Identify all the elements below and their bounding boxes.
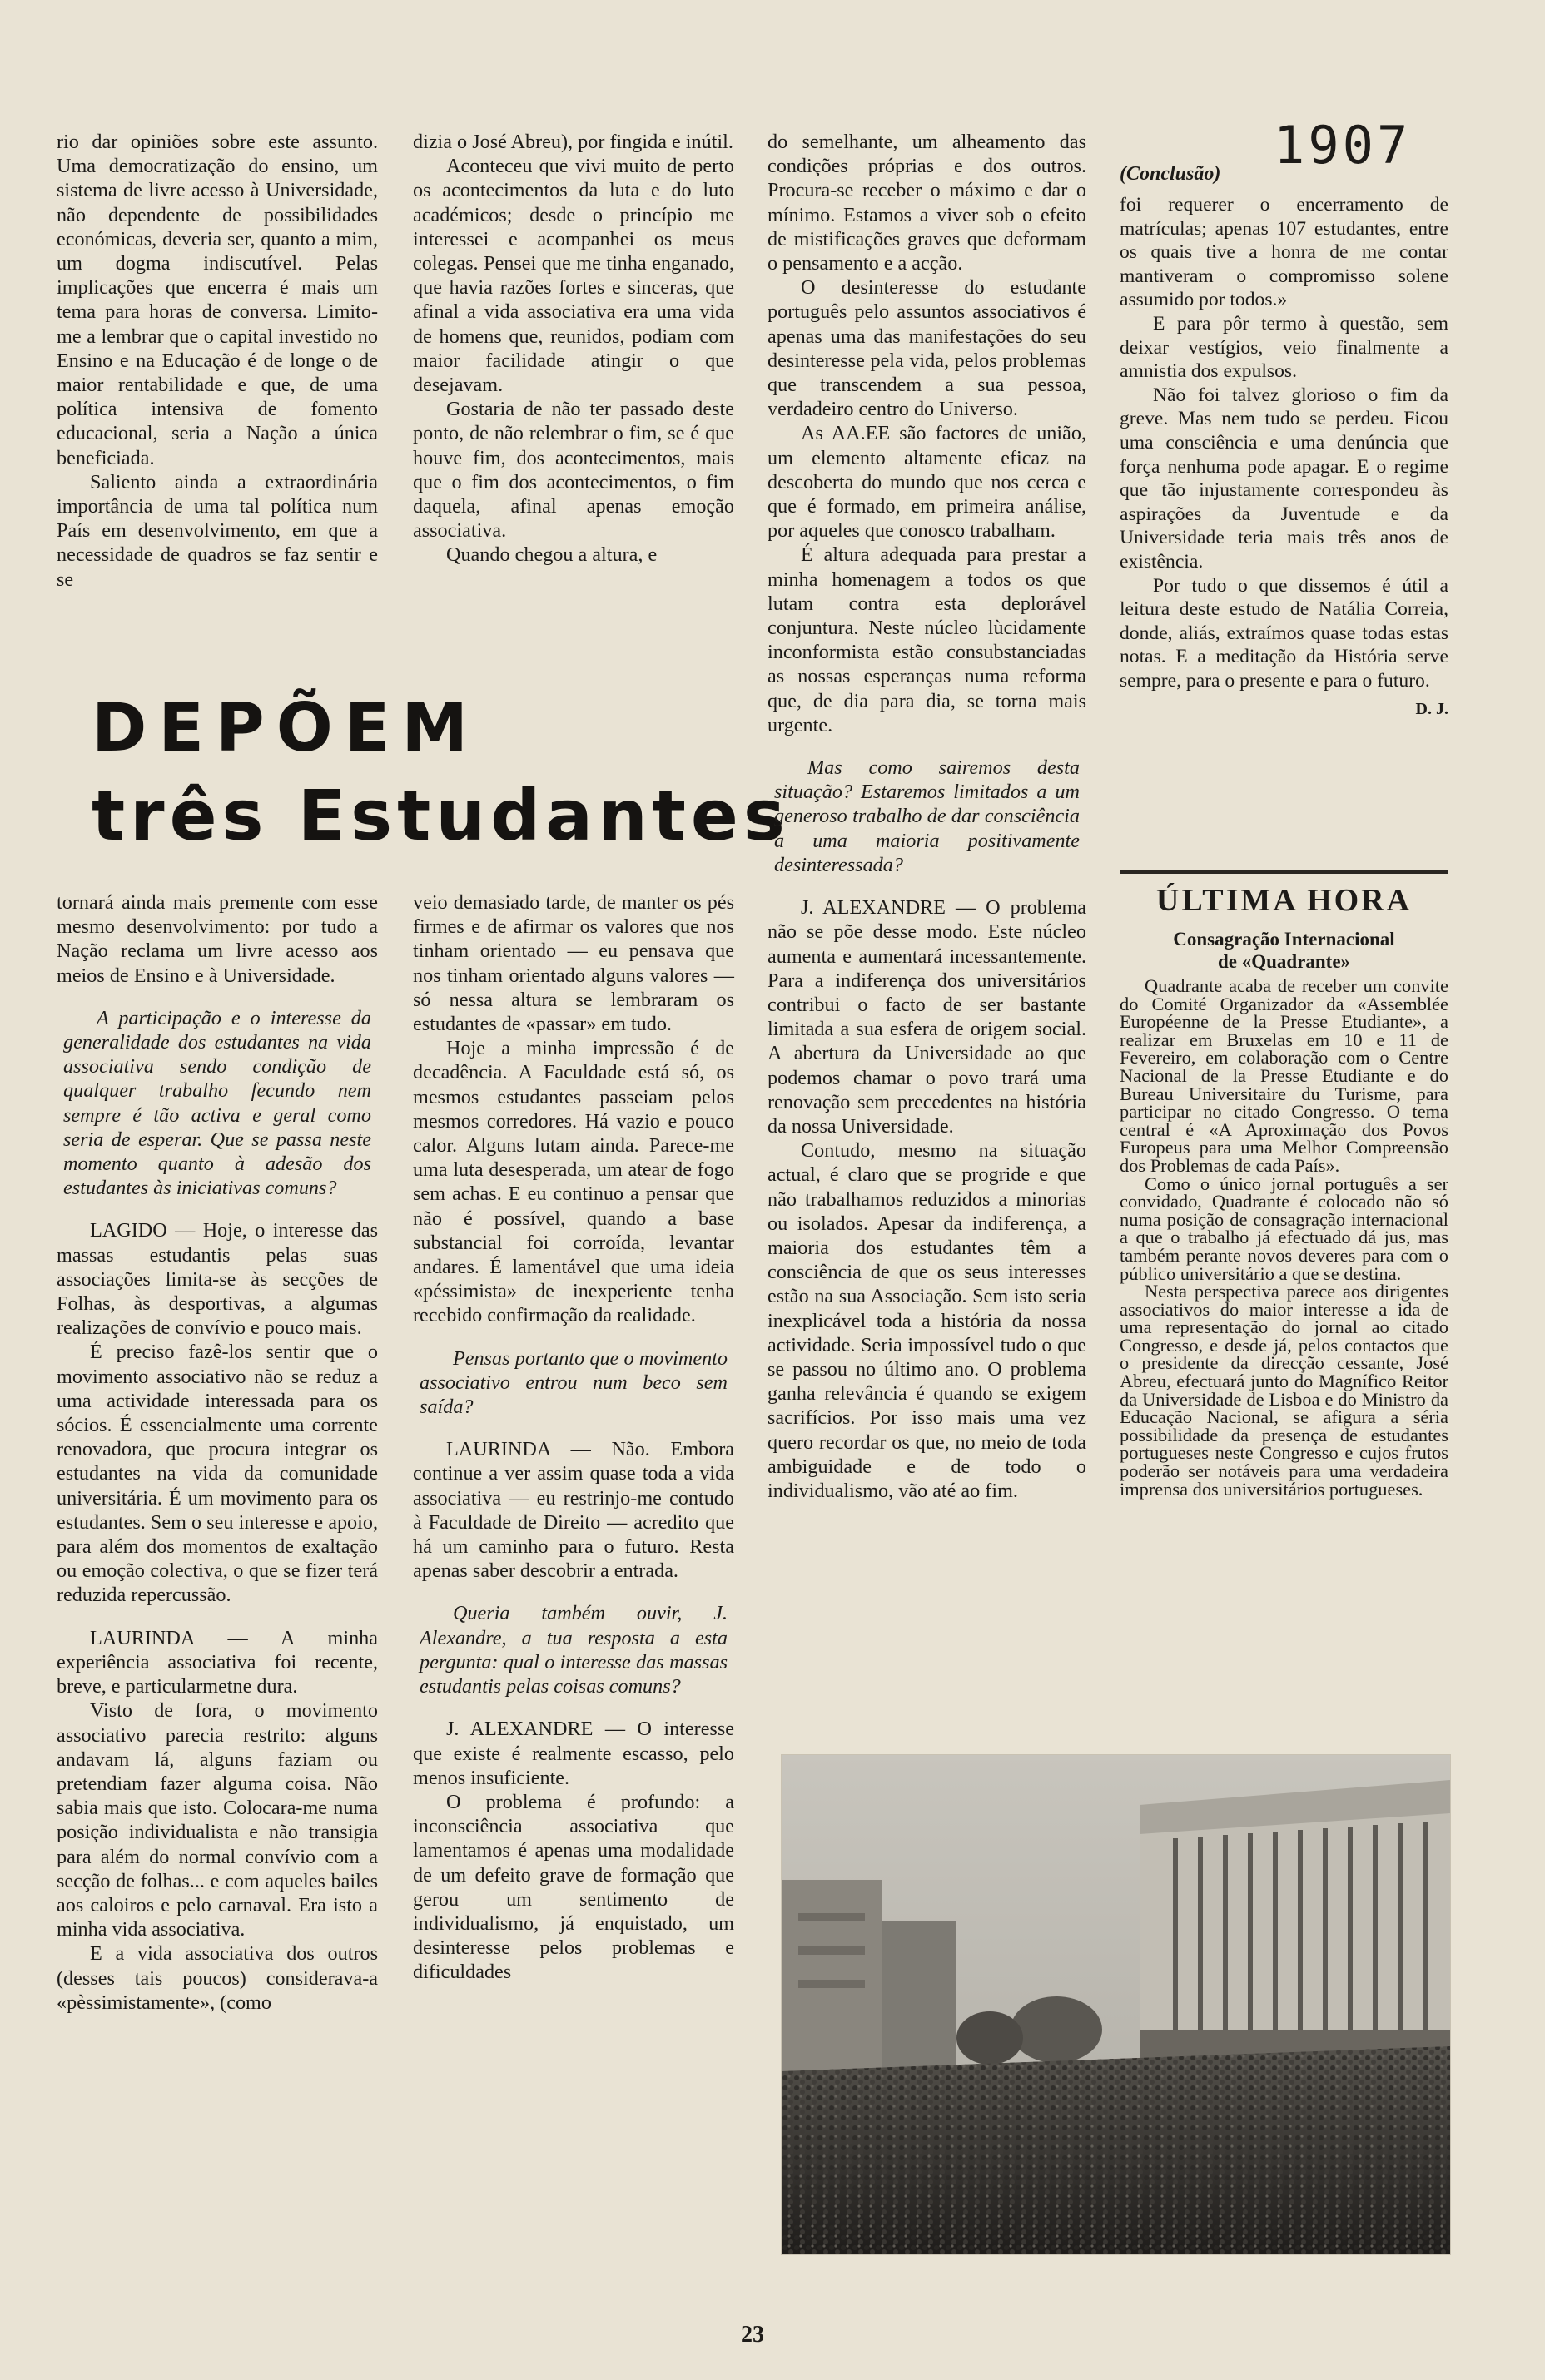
paragraph: Quando chegou a altura, e <box>446 543 658 567</box>
author-signature: D. J. <box>1415 700 1448 719</box>
paragraph: Visto de fora, o movimento associativo parecia restrito: alguns andavam lá, alguns faziam ou pretendiam fazer alguma coisa. Não sabia mais que isto. Colocara-me numa posição individualista e não transigia para além do normal convívio com a secção de folhas... e com aqueles bailes aos caloiros e pelo carnaval. Era isto a minha vida associativa. <box>57 1699 378 1941</box>
paragraph: Saliento ainda a extraordinária importância de uma tal política num País em desenvolvimento, em que a necessidade de quadros se faz sentir e se <box>57 470 378 591</box>
subtitle-line-1: Consagração Internacional <box>1173 929 1395 950</box>
paragraph: É preciso fazê-los sentir que o movimento associativo não se reduz a uma actividade interessada para os sócios. É essencialmente uma corrente renovadora, que procura integrar os estudantes na vida da comunidade universitária. É um movimento para os estudantes. Sem o seu interesse e apoio, para além dos momentos de exaltação ou emoção colectiva, o que se fizer terá reduzida repercussão. <box>57 1341 378 1607</box>
conclusion-label: (Conclusão) <box>1120 163 1221 185</box>
paragraph: LAGIDO — Hoje, o interesse das massas estudantis pelas suas associações limita-se às secções de Folhas, às desportivas, a algumas realizações de convívio e pouco mais. <box>57 1219 378 1340</box>
paragraph: Contudo, mesmo na situação actual, é claro que se progride e que não trabalhamos reduzidos a minorias ou isolados. Apesar da indiferença, a maioria dos estudantes têm a consciência de que os seus interesses estão na sua Associação. Sem isto seria inexplicável toda a história da nossa actividade. Seria impossível tudo o que se passou no último ano. O problema ganha relevância é quando se exigem sacrifícios. Por isso mais uma vez quero recordar os que, no meio de toda ambiguidade e de todo o individualismo, vão até ao fim. <box>768 1139 1086 1502</box>
paragraph: O desinteresse do estudante português pelo assuntos associativos é apenas uma das manifestações do seu desinteresse pela vida, pelos problemas que transcendem a sua pessoa, verdadeiro centro do Universo. <box>768 276 1086 421</box>
interviewer-question: Queria também ouvir, J. Alexandre, a tua resposta a esta pergunta: qual o interesse das massas estudantis pelas coisas comuns? <box>420 1602 728 1698</box>
headline-line-2: três Estudantes <box>92 775 790 856</box>
paragraph: LAURINDA — Não. Embora continue a ver assim quase toda a vida associativa — eu restrinjo-me contudo à Faculdade de Direito — acredito que há um caminho para o futuro. Resta apenas saber descobrir a entrada. <box>413 1438 734 1583</box>
article-column-2-top <box>413 130 734 568</box>
paragraph: J. ALEXANDRE — O interesse que existe é realmente escasso, pelo menos insuficiente. <box>413 1718 734 1789</box>
interviewer-question: A participação e o interesse da generalidade dos estudantes na vida associativa sendo condição de qualquer trabalho fecundo nem sempre é tão activa e geral como seria de esperar. Que se passa neste momento quanto à adesão dos estudantes às iniciativas comuns? <box>63 1006 371 1200</box>
paragraph: rio dar opiniões sobre este assunto. Uma democratização do ensino, um sistema de livre acesso à Universidade, não dependente de possibilidades económicas, deveria ser, quanto a mim, um dogma indiscutível. Pelas implicações que encerra é mais um tema para horas de conversa. Limito-me a lembrar que o capital investido no Ensino e na Educação é de longe o de maior rentabilidade e que, de uma política intensiva de fomento educacional, seria a Nação a única beneficiada. <box>57 131 378 469</box>
article-column-4 <box>1120 193 1448 721</box>
paragraph: Aconteceu que vivi muito de perto os acontecimentos da luta e do luto académicos; desde o princípio me interessei e acompanhei os meus colegas. Pensei que me tinha enganado, que havia razões fortes e sinceras, que afinal a vida associativa era uma vida de homens que, reunidos, podiam com maior facilidade atingir o que desejavam. <box>413 155 734 397</box>
ultima-hora-body <box>1120 977 1448 1498</box>
interviewer-question: Mas como sairemos desta situação? Estaremos limitados a um generoso trabalho de dar consciência a uma maioria positivamente desinteressada? <box>774 756 1080 876</box>
paragraph: dizia o José Abreu), por fingida e inútil. <box>413 131 733 153</box>
paragraph: LAURINDA — A minha experiência associativa foi recente, breve, e particularmetne dura. <box>57 1626 378 1698</box>
ultima-hora-subtitle <box>1120 928 1448 973</box>
crowd-photo-illustration <box>782 1755 1450 2254</box>
paragraph: Hoje a minha impressão é de decadência. A Faculdade está só, os mesmos estudantes passeiam pelos mesmos corredores. Há vazio e pouco calor. Alguns lutam ainda. Parece-me uma luta desesperada, um atear de fogo sem achas. E eu continuo a pensar que não é possível, quando a base substancial foi corroída, levantar andares. É lamentável que uma ideia «péssimista» de inexperiente tenha recebido confirmação da realidade. <box>413 1037 734 1327</box>
paragraph: Por tudo o que dissemos é útil a leitura deste estudo de Natália Correia, donde, aliás, extraímos quase todas estas notas. E a meditação da História serve sempre, para o presente e para o futuro. <box>1120 574 1448 692</box>
ultima-hora-title: ÚLTIMA HORA <box>1155 883 1413 918</box>
article-column-2-bottom <box>413 890 734 1985</box>
ultima-hora-paragraph-2: Como o único jornal português a ser convidado, Quadrante é colocado não só numa posição de consagração internacional a que o trabalho já efectuado dá jus, mas também perante novos deveres para com o público universitário a que se destina. <box>1120 1173 1448 1284</box>
paragraph: foi requerer o encerramento de matrículas; apenas 107 estudantes, entre os quais tive a honra de me contar mantiveram o compromisso solene assumido por todos.» <box>1120 194 1448 311</box>
section-rule <box>1120 870 1448 874</box>
page-number: 23 <box>741 2322 764 2348</box>
paragraph: As AA.EE são factores de união, um elemento altamente eficaz na descoberta do mundo que nos cerca e que é formado, em primeira análise, por aqueles que conosco trabalham. <box>768 422 1086 543</box>
ultima-hora-paragraph-1: Quadrante acaba de receber um convite do Comité Organizador da «Assemblée Européenne de la Presse Etudiante», a realizar em Bruxelas em 10 e 11 de Fevereiro, em colaboração com o Centre Nacional de la Presse Etudiante e do Bureau Universitaire du Turisme, para participar no citado Congresso. O tema central é «A Aproximação dos Povos Europeus para uma Melhor Compreensão dos Problemas de cada País». <box>1120 975 1448 1176</box>
paragraph: J. ALEXANDRE — O problema não se põe desse modo. Este núcleo aumenta e aumentará incessantemente. Para a indiferença dos universitários contribui o facto de ser bastante limitada a sua esfera de origem social. A abertura da Universidade ao que podemos chamar o povo trará uma renovação sem precedentes na história da nossa Universidade. <box>768 896 1086 1138</box>
paragraph: tornará ainda mais premente com esse mesmo desenvolvimento: por tudo a Nação reclama um livre acesso aos meios de Ensino e à Universidade. <box>57 891 378 987</box>
paragraph: Gostaria de não ter passado deste ponto, de não relembrar o fim, se é que houve fim, dos acontecimentos, mais que o fim dos acontecimentos, o fim daquela, afinal apenas emoção associativa. <box>413 398 734 543</box>
paragraph: O problema é profundo: a inconsciência associativa que lamentamos é apenas uma modalidade de um defeito grave de formação que gerou um sentimento de individualismo, já enquistado, um desinteresse pelos problemas e dificuldades <box>413 1790 734 1984</box>
paragraph: Não foi talvez glorioso o fim da greve. Mas nem tudo se perdeu. Ficou uma consciência e uma denúncia que força nenhuma pode apagar. E o regime que tão injustamente correspondeu às aspirações da Juventude e da Universidade teria mais três anos de existência. <box>1120 384 1448 573</box>
subtitle-line-2: de «Quadrante» <box>1217 951 1351 972</box>
ultima-hora-paragraph-3: Nesta perspectiva parece aos dirigentes associativos do maior interesse a ida de uma representação do jornal ao citado Congresso, e desde já, pelos contactos que o presidente da direcção cessante, José Abreu, efectuará junto do Magnífico Reitor da Universidade de Lisboa e do Ministro da Educação Nacional, se afigura a séria possibilidade da presença de estudantes portugueses neste Congresso e cujos frutos poderão ser notáveis para uma verdadeira imprensa dos universitários portugueses. <box>1120 1281 1448 1500</box>
paragraph: veio demasiado tarde, de manter os pés firmes e de afirmar os valores que nos tinham orientado — eu pensava que nos tinham orientado alguns valores — só nessa altura se lembraram os estudantes de «passar» em tudo. <box>413 891 734 1036</box>
paragraph: É altura adequada para prestar a minha homenagem a todos os que lutam contra esta deplorável conjuntura. Neste núcleo lùcidamente inconformista estão consubstanciadas as nossas esperanças numa reforma que, de dia para dia, se torna mais urgente. <box>768 543 1086 736</box>
crowd-photo <box>781 1754 1451 2255</box>
interviewer-question: Pensas portanto que o movimento associativo entrou num beco sem saída? <box>420 1346 728 1419</box>
paragraph: do semelhante, um alheamento das condições próprias e dos outros. Procura-se receber o máximo e dar o mínimo. Estamos a viver sob o efeito de mistificações graves que deformam o pensamento e a acção. <box>768 131 1086 275</box>
paragraph: E a vida associativa dos outros (desses tais poucos) considerava-a «pèssimistamente», (como <box>57 1942 378 2014</box>
article-column-1-top <box>57 130 378 592</box>
article-column-3 <box>768 130 1086 1503</box>
article-column-1-bottom <box>57 890 378 2015</box>
headline-line-1: DEPÕEM <box>92 689 479 766</box>
year-heading: 1907 <box>1274 115 1412 176</box>
paragraph: E para pôr termo à questão, sem deixar vestígios, veio finalmente a amnistia dos expulsos. <box>1120 312 1448 383</box>
